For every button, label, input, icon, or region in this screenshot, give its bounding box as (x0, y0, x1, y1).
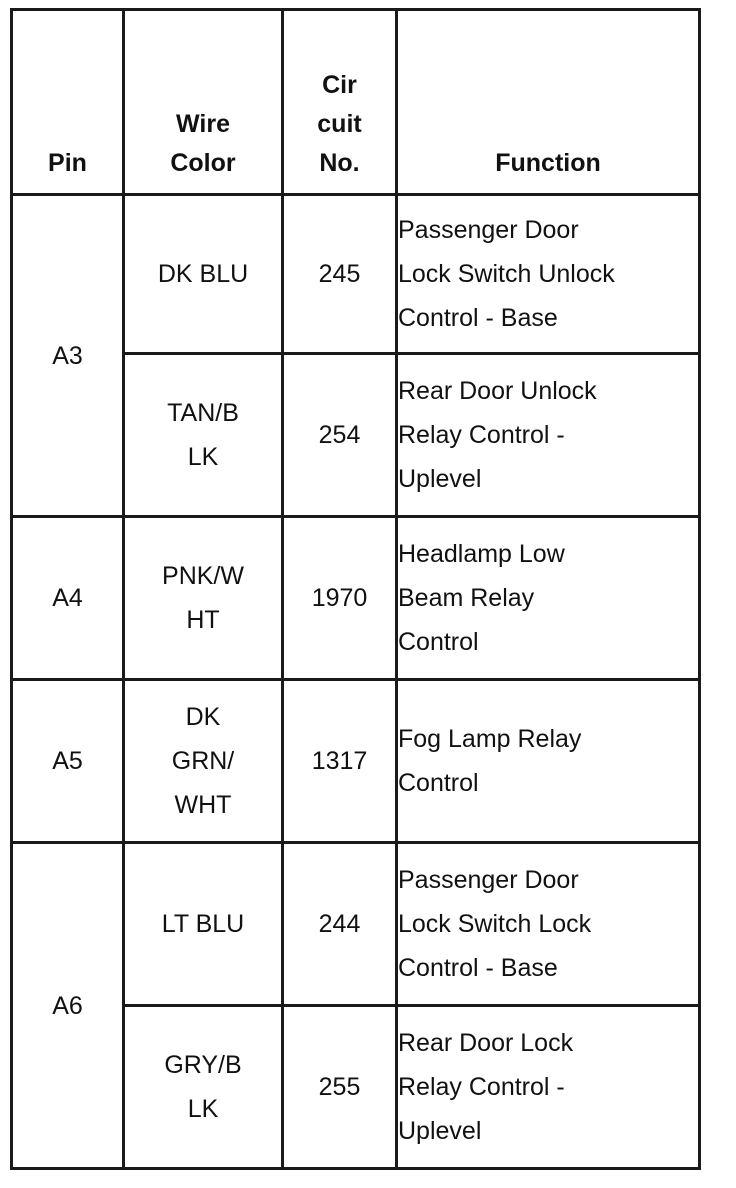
table-row (12, 843, 700, 1006)
circuit-cell: 1970 (283, 517, 397, 680)
function-line: Uplevel (398, 465, 482, 493)
header-row (12, 10, 700, 195)
pin-cell: A6 (12, 843, 124, 1169)
header-wire-color-line: Wire (176, 110, 230, 138)
pin-cell: A4 (12, 517, 124, 680)
function-line: Control (398, 628, 479, 656)
wire-color-line: LK (187, 1095, 219, 1123)
function-cell (397, 680, 700, 843)
circuit-cell: 244 (283, 843, 397, 1006)
pin-table (10, 8, 701, 1170)
wire-color-line: TAN/B (167, 399, 239, 427)
header-circuit-line: cuit (317, 110, 362, 138)
circuit-cell: 245 (283, 195, 397, 354)
circuit-cell: 255 (283, 1006, 397, 1169)
function-cell (397, 195, 700, 354)
header-circuit (283, 10, 397, 195)
function-cell (397, 1006, 700, 1169)
header-circuit-line: Cir (322, 71, 357, 99)
wire-color-line: GRN/ (171, 747, 235, 775)
function-line: Fog Lamp Relay (398, 725, 582, 753)
function-line: Relay Control - (398, 421, 565, 449)
header-pin (12, 10, 124, 195)
wire-color-cell (124, 517, 283, 680)
wire-color-line: DK BLU (157, 260, 249, 288)
header-function (397, 10, 700, 195)
function-line: Rear Door Unlock (398, 377, 597, 405)
function-cell (397, 843, 700, 1006)
function-cell (397, 517, 700, 680)
function-line: Rear Door Lock (398, 1029, 574, 1057)
wire-color-line: WHT (174, 791, 232, 819)
function-line: Control - Base (398, 954, 558, 982)
header-pin-label: Pin (48, 149, 87, 177)
wire-color-line: DK (185, 703, 221, 731)
circuit-cell: 254 (283, 354, 397, 517)
function-line: Relay Control - (398, 1073, 565, 1101)
header-wire-color-line: Color (170, 149, 236, 177)
header-function-label: Function (495, 149, 601, 177)
table-row (12, 517, 700, 680)
wire-color-line: PNK/W (162, 562, 244, 590)
table-row (12, 195, 700, 354)
function-line: Control - Base (398, 304, 558, 332)
circuit-cell: 1317 (283, 680, 397, 843)
wire-color-line: LK (187, 443, 219, 471)
function-line: Lock Switch Lock (398, 910, 592, 938)
table-row (12, 680, 700, 843)
wire-color-cell (124, 354, 283, 517)
function-line: Uplevel (398, 1117, 482, 1145)
header-circuit-line: No. (319, 149, 360, 177)
function-line: Passenger Door (398, 866, 579, 894)
wire-color-cell (124, 1006, 283, 1169)
function-line: Lock Switch Unlock (398, 260, 615, 288)
pin-cell: A3 (12, 195, 124, 517)
wire-color-line: GRY/B (164, 1051, 242, 1079)
function-line: Passenger Door (398, 216, 579, 244)
wire-color-line: LT BLU (161, 910, 245, 938)
header-wire-color (124, 10, 283, 195)
wire-color-line: HT (186, 606, 220, 634)
wire-color-cell (124, 195, 283, 354)
function-cell (397, 354, 700, 517)
function-line: Beam Relay (398, 584, 535, 612)
wire-color-cell (124, 680, 283, 843)
function-line: Headlamp Low (398, 540, 565, 568)
function-line: Control (398, 769, 479, 797)
wire-color-cell (124, 843, 283, 1006)
pin-cell: A5 (12, 680, 124, 843)
